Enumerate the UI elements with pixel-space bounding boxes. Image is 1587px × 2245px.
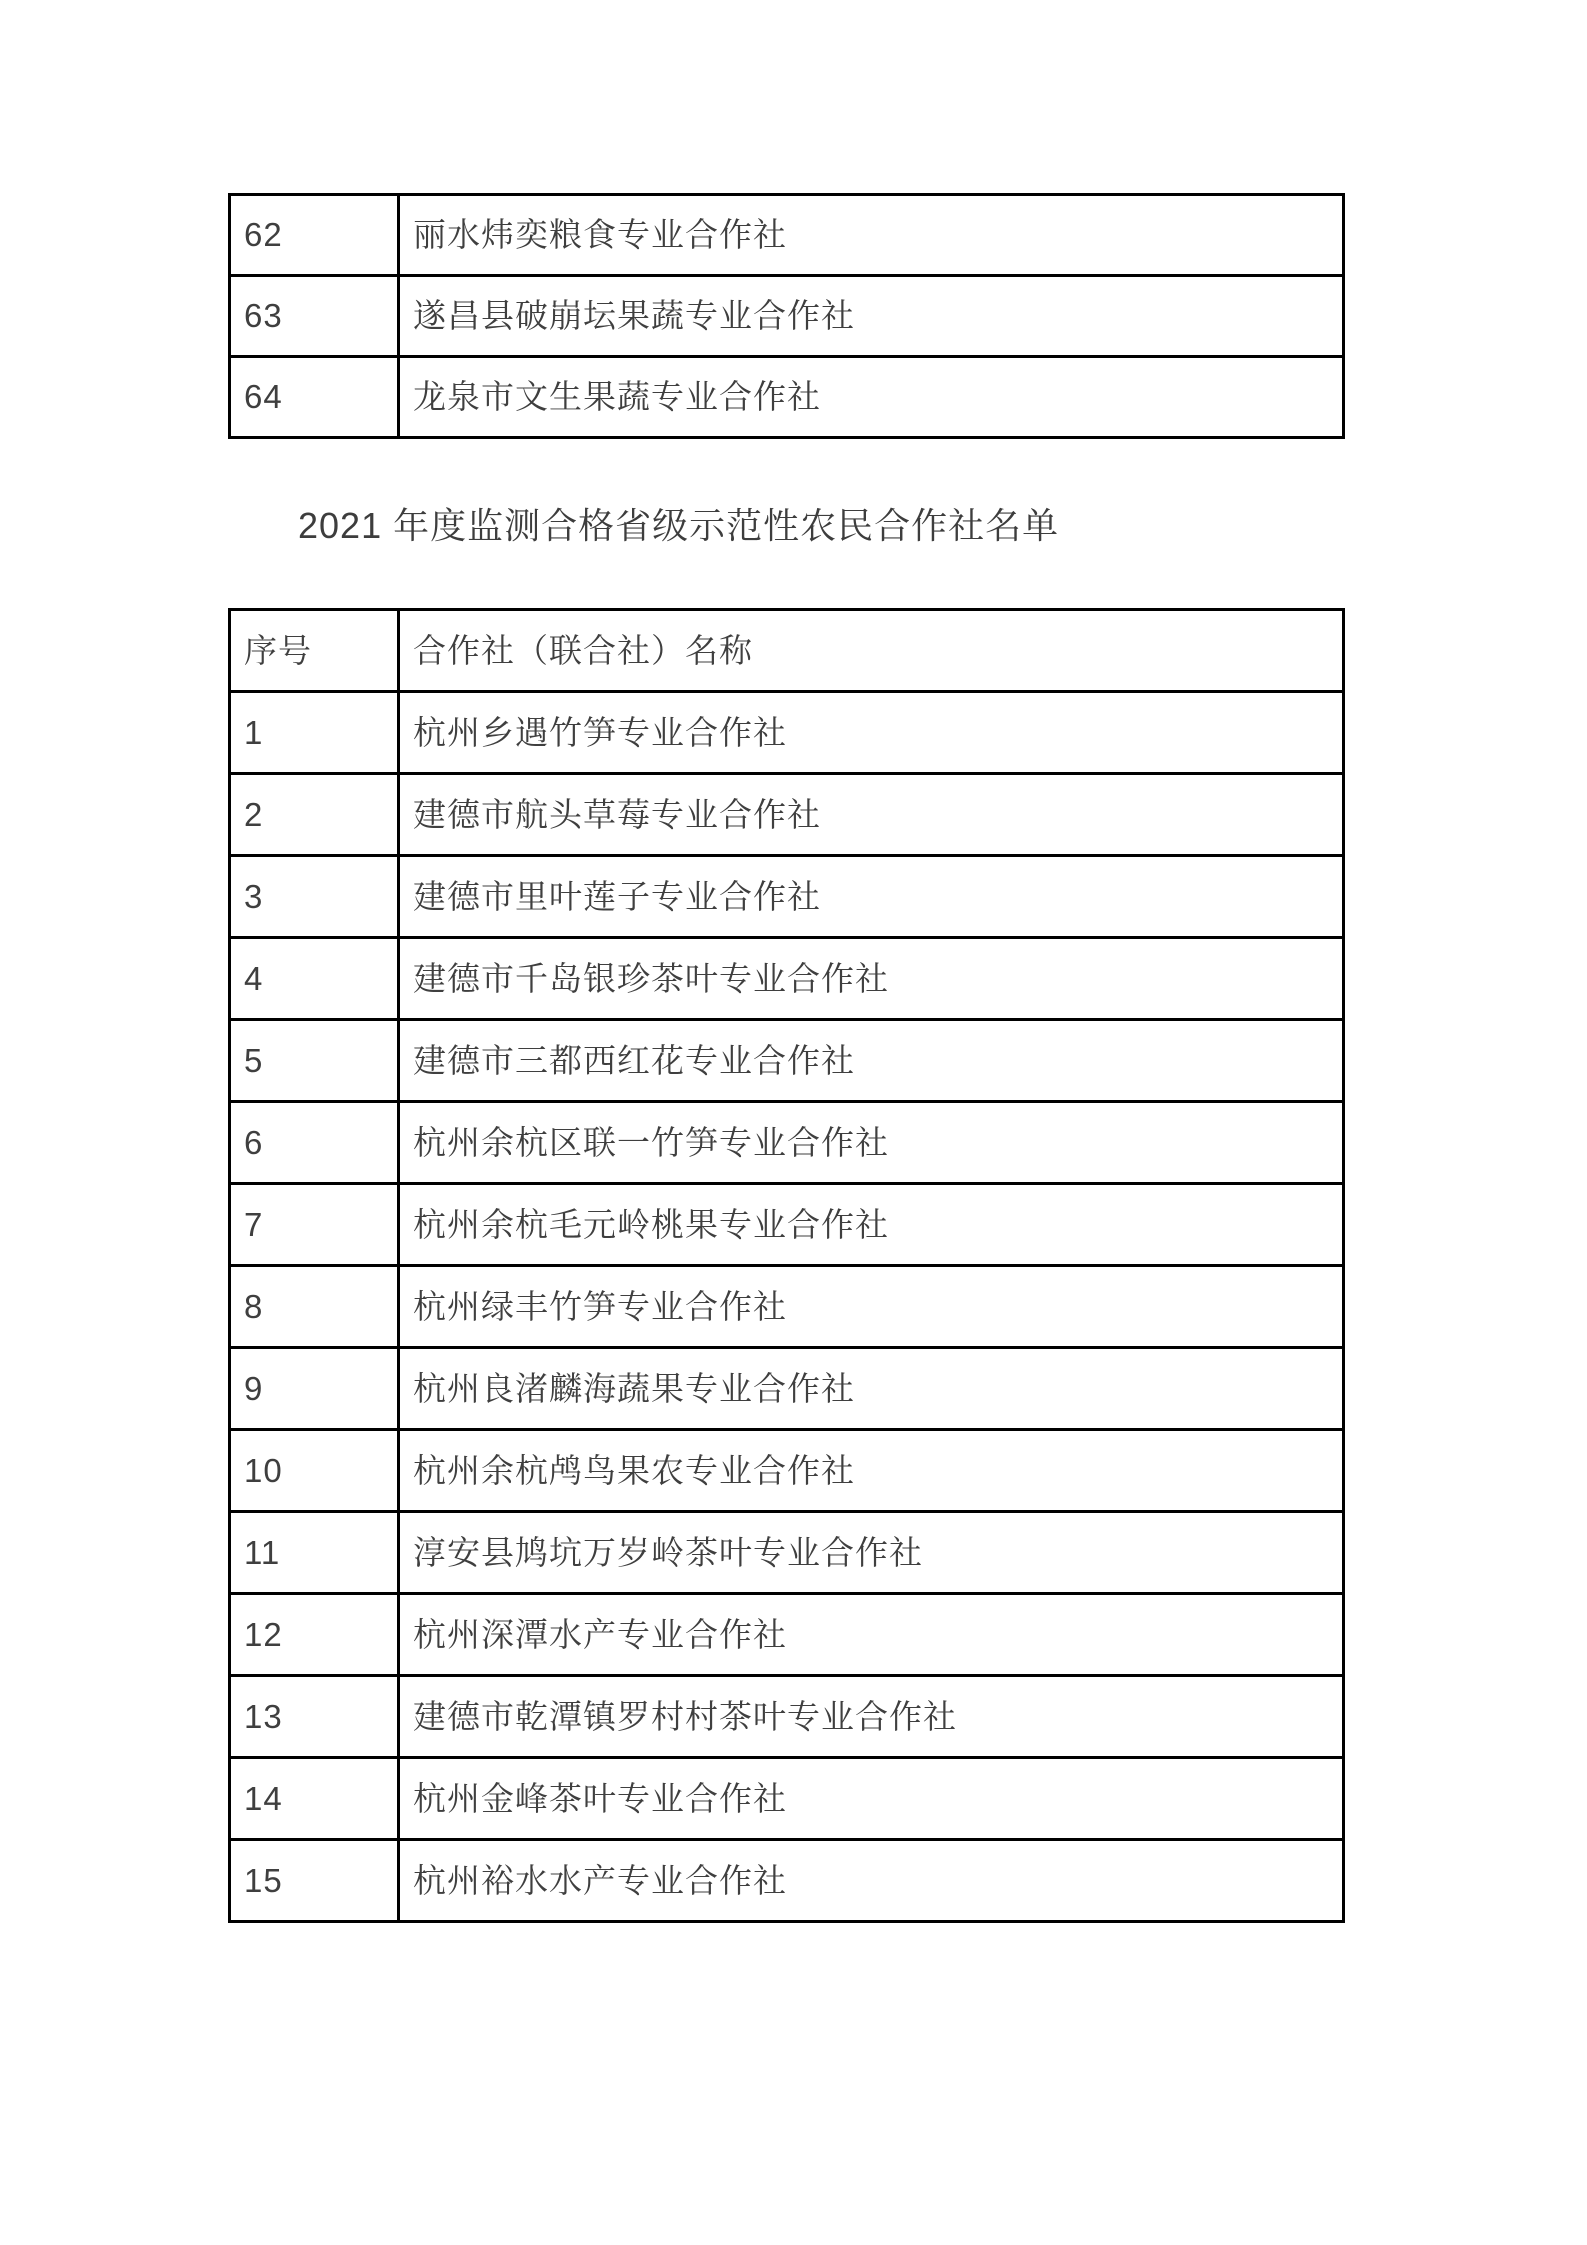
- coop-name-cell: 建德市乾潭镇罗村村茶叶专业合作社: [399, 1676, 1344, 1758]
- row-number-cell: 62: [230, 195, 399, 276]
- section-title: 2021 年度监测合格省级示范性农民合作社名单: [298, 505, 1060, 546]
- table-row: [230, 856, 1344, 938]
- table-row: [230, 1594, 1344, 1676]
- coop-name-cell: 遂昌县破崩坛果蔬专业合作社: [399, 276, 1344, 357]
- coop-name-cell: 建德市里叶莲子专业合作社: [399, 856, 1344, 938]
- row-number-cell: 4: [230, 938, 399, 1020]
- header-name-cell: 合作社（联合社）名称: [399, 610, 1344, 692]
- table-row: [230, 1840, 1344, 1922]
- row-number-cell: 10: [230, 1430, 399, 1512]
- row-number-cell: 11: [230, 1512, 399, 1594]
- row-number-cell: 12: [230, 1594, 399, 1676]
- coop-name-cell: 杭州深潭水产专业合作社: [399, 1594, 1344, 1676]
- table-row: [230, 1430, 1344, 1512]
- coop-name-cell: 建德市三都西红花专业合作社: [399, 1020, 1344, 1102]
- header-number-cell: 序号: [230, 610, 399, 692]
- coop-name-cell: 丽水炜奕粮食专业合作社: [399, 195, 1344, 276]
- row-number-cell: 3: [230, 856, 399, 938]
- table-row: [230, 1020, 1344, 1102]
- table-row: [230, 1102, 1344, 1184]
- top-table: [228, 193, 1345, 439]
- row-number-cell: 5: [230, 1020, 399, 1102]
- table-row: [230, 1512, 1344, 1594]
- table-row: [230, 357, 1344, 438]
- coop-name-cell: 建德市航头草莓专业合作社: [399, 774, 1344, 856]
- table-row: [230, 938, 1344, 1020]
- table-row: [230, 1184, 1344, 1266]
- table-row: [230, 195, 1344, 276]
- table-row: [230, 1266, 1344, 1348]
- table-row: [230, 1758, 1344, 1840]
- coop-name-cell: 淳安县鸠坑万岁岭茶叶专业合作社: [399, 1512, 1344, 1594]
- row-number-cell: 1: [230, 692, 399, 774]
- row-number-cell: 8: [230, 1266, 399, 1348]
- coop-name-cell: 杭州良渚麟海蔬果专业合作社: [399, 1348, 1344, 1430]
- row-number-cell: 64: [230, 357, 399, 438]
- table-row: [230, 692, 1344, 774]
- coop-name-cell: 杭州余杭毛元岭桃果专业合作社: [399, 1184, 1344, 1266]
- coop-name-cell: 建德市千岛银珍茶叶专业合作社: [399, 938, 1344, 1020]
- row-number-cell: 2: [230, 774, 399, 856]
- table-row: [230, 1348, 1344, 1430]
- table-header-row: [230, 610, 1344, 692]
- row-number-cell: 15: [230, 1840, 399, 1922]
- coop-name-cell: 杭州裕水水产专业合作社: [399, 1840, 1344, 1922]
- coop-name-cell: 杭州绿丰竹笋专业合作社: [399, 1266, 1344, 1348]
- coop-name-cell: 杭州金峰茶叶专业合作社: [399, 1758, 1344, 1840]
- row-number-cell: 7: [230, 1184, 399, 1266]
- table-row: [230, 774, 1344, 856]
- coop-name-cell: 杭州余杭鸬鸟果农专业合作社: [399, 1430, 1344, 1512]
- row-number-cell: 13: [230, 1676, 399, 1758]
- row-number-cell: 63: [230, 276, 399, 357]
- main-table: [228, 608, 1345, 1923]
- row-number-cell: 9: [230, 1348, 399, 1430]
- coop-name-cell: 龙泉市文生果蔬专业合作社: [399, 357, 1344, 438]
- row-number-cell: 6: [230, 1102, 399, 1184]
- coop-name-cell: 杭州乡遇竹笋专业合作社: [399, 692, 1344, 774]
- row-number-cell: 14: [230, 1758, 399, 1840]
- table-row: [230, 276, 1344, 357]
- table-row: [230, 1676, 1344, 1758]
- coop-name-cell: 杭州余杭区联一竹笋专业合作社: [399, 1102, 1344, 1184]
